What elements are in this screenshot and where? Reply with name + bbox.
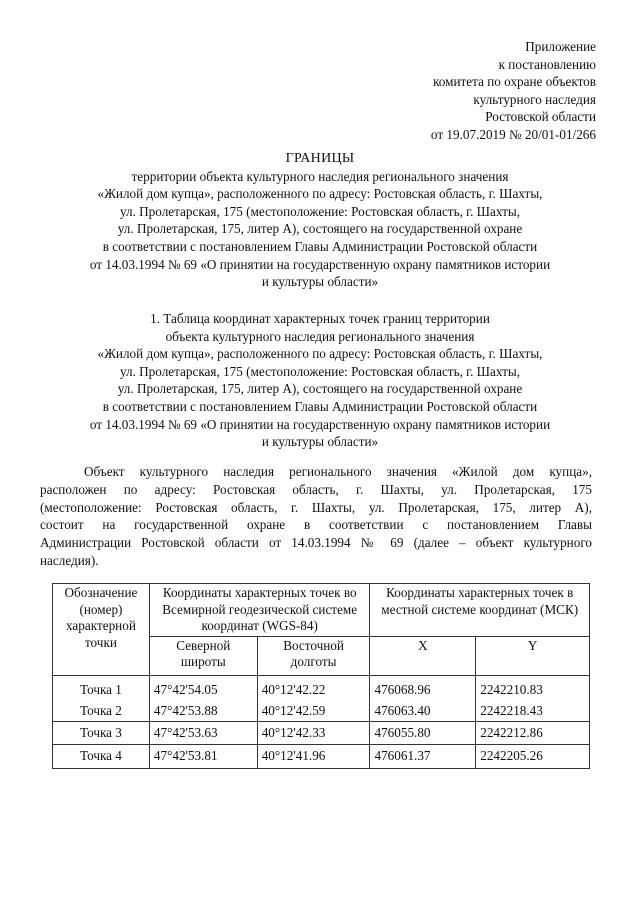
cell-point: Точка 1 [53,675,150,699]
title-line: и культуры области» [261,274,379,290]
cell-point: Точка 4 [53,745,150,769]
cell-latitude: 47°42'54.05 [149,675,257,699]
cell-y: 2242212.86 [476,721,590,745]
section-line: в соответствии с постановлением Главы Администрации Ростовской области [102,398,538,414]
section-line: 1. Таблица координат характерных точек границ территории [150,311,490,326]
annex-line: культурного наследия [473,91,596,107]
cell-y: 2242210.83 [476,675,590,699]
table-row [53,675,590,699]
section-line: «Жилой дом купца», расположенного по адресу: Ростовская область, г. Шахты, [97,346,543,362]
section-heading [40,310,600,451]
cell-longitude: 40°12'42.33 [257,721,370,745]
section-line: ул. Пролетарская, 175 (местоположение: Ростовская область, г. Шахты, [119,363,521,379]
cell-x: 476061.37 [370,745,476,769]
annex-line: Приложение [525,39,596,54]
annex-header [366,38,596,144]
table-row [53,745,590,769]
section-line: ул. Пролетарская, 175, литер А), состоящего на государственной охране [117,381,523,397]
title-line: от 14.03.1994 № 69 «О принятии на государственную охрану памятников истории [89,256,551,272]
header-wgs84: Координаты характерных точек во Всемирной геодезической системе координат (WGS-84) [149,584,370,637]
cell-longitude: 40°12'42.59 [257,699,370,721]
paragraph-line: наследия). [40,552,99,568]
title-line: ул. Пролетарская, 175, литер А), состоящего на государственной охране [117,221,523,237]
annex-line: к постановлению [498,56,596,72]
cell-y: 2242218.43 [476,699,590,721]
paragraph-line: Администрации Ростовской области от 14.03.1994 № 69 (далее – объект культурного [40,535,592,551]
cell-point: Точка 3 [53,721,150,745]
cell-x: 476063.40 [370,699,476,721]
header-designation: Обозначение (номер) характерной точки [53,584,150,676]
cell-longitude: 40°12'42.22 [257,675,370,699]
paragraph-line: состоит на государственной охране в соответствии с постановлением Главы [40,517,592,533]
header-msk: Координаты характерных точек в местной системе координат (МСК) [370,584,590,637]
annex-line: комитета по охране объектов [433,74,596,90]
table-header-row [53,584,590,637]
header-x: X [370,636,476,675]
cell-y: 2242205.26 [476,745,590,769]
table-row [53,721,590,745]
title-line: территории объекта культурного наследия регионального значения [131,168,509,184]
body-paragraph [40,463,592,570]
paragraph-line: Объект культурного наследия регионального значения «Жилой дом купца», [84,464,592,479]
annex-line: от 19.07.2019 № 20/01-01/266 [430,126,596,142]
table-row [53,699,590,721]
title-line: «Жилой дом купца», расположенного по адресу: Ростовская область, г. Шахты, [97,186,543,202]
cell-x: 476055.80 [370,721,476,745]
section-line: и культуры области» [261,434,379,450]
document-title [40,150,600,291]
cell-latitude: 47°42'53.63 [149,721,257,745]
title-line: в соответствии с постановлением Главы Администрации Ростовской области [102,238,538,254]
coordinates-table [52,583,590,769]
cell-point: Точка 2 [53,699,150,721]
title-line: ул. Пролетарская, 175 (местоположение: Ростовская область, г. Шахты, [119,203,521,219]
header-east-longitude: Восточной долготы [257,636,370,675]
section-line: объекта культурного наследия регионального значения [165,328,475,344]
annex-line: Ростовской области [485,109,596,125]
header-north-latitude: Северной широты [149,636,257,675]
cell-latitude: 47°42'53.88 [149,699,257,721]
section-line: от 14.03.1994 № 69 «О принятии на государственную охрану памятников истории [89,416,551,432]
paragraph-line: расположен по адресу: Ростовская область, г. Шахты, ул. Пролетарская, 175 [40,481,592,497]
cell-x: 476068.96 [370,675,476,699]
cell-longitude: 40°12'41.96 [257,745,370,769]
paragraph-line: (местоположение: Ростовская область, г. Шахты, ул. Пролетарская, 175, литер А), [40,499,592,515]
title-heading: ГРАНИЦЫ [285,151,355,166]
header-y: Y [476,636,590,675]
cell-latitude: 47°42'53.81 [149,745,257,769]
